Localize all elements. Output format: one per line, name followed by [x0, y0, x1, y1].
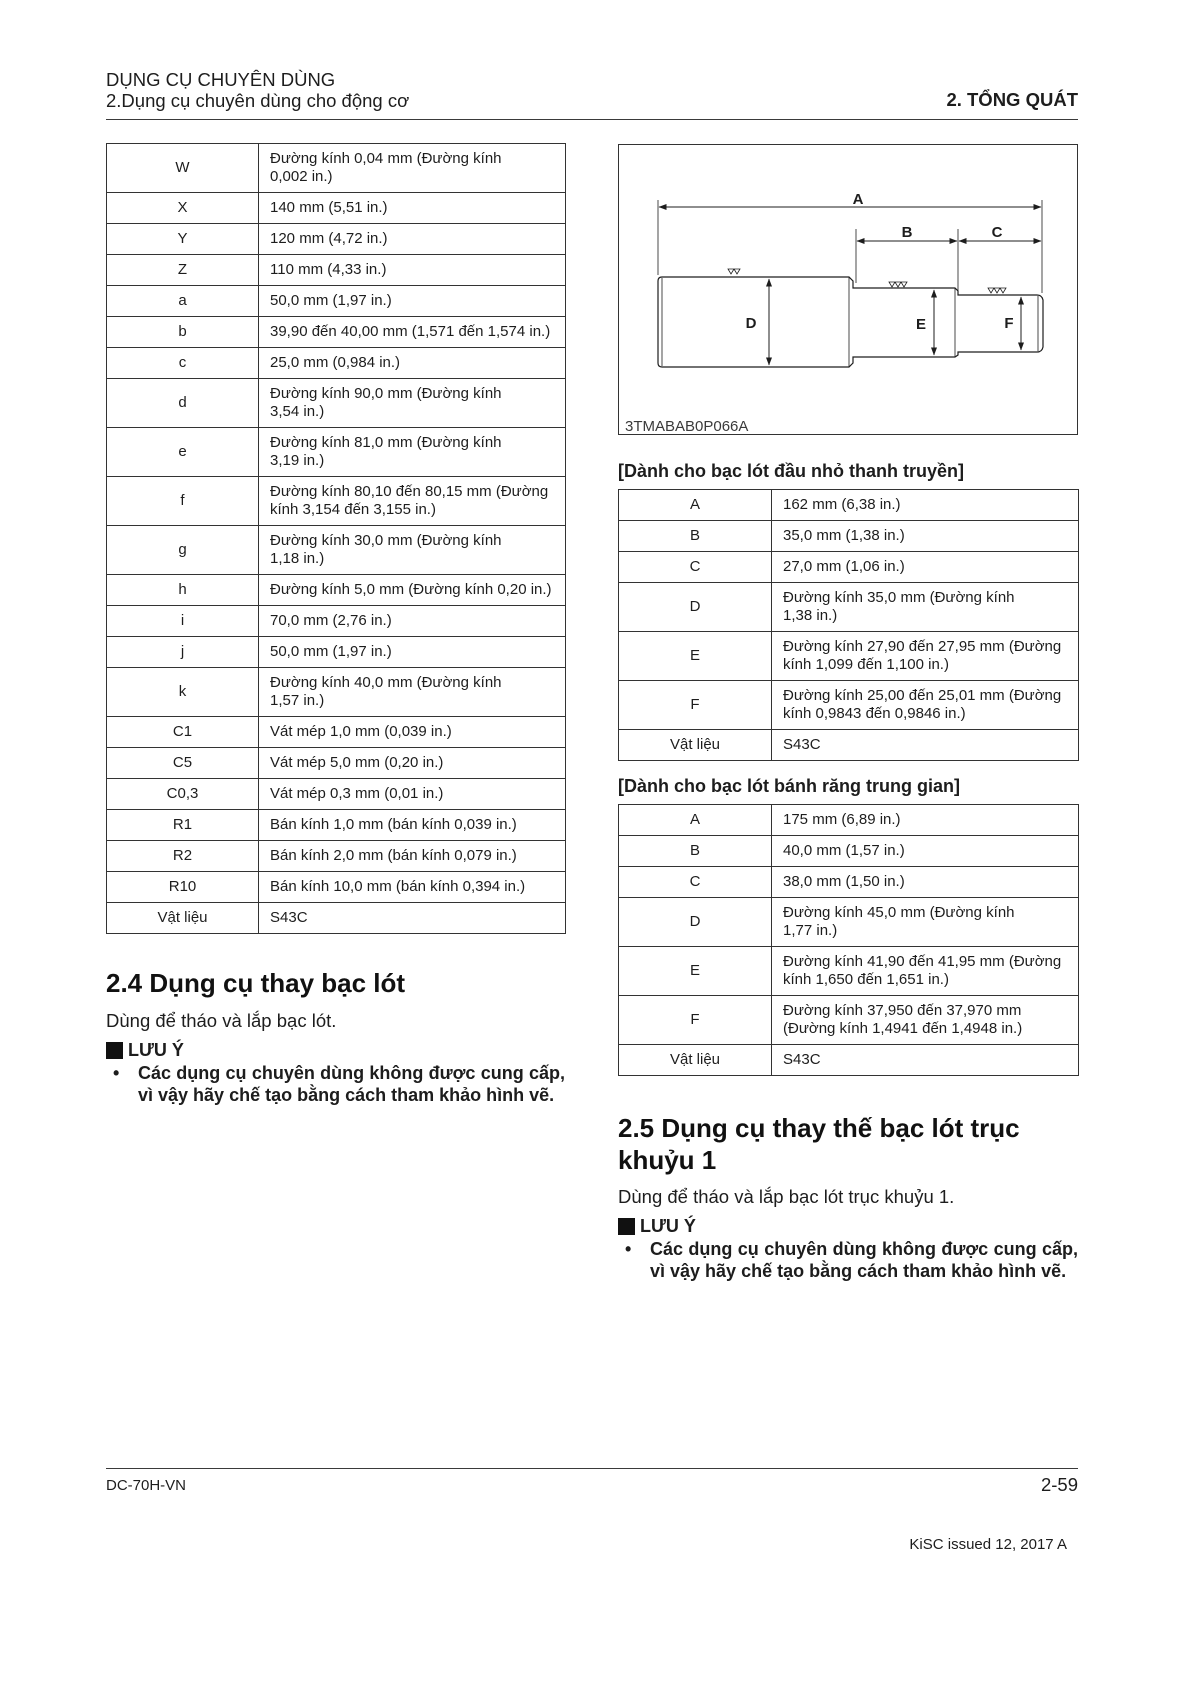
left-table-row	[107, 779, 566, 810]
left-table-label: k	[107, 668, 259, 717]
idle-gear-table-value-cell	[772, 947, 1079, 996]
left-table-row	[107, 348, 566, 379]
left-table-value-cell	[259, 575, 566, 606]
left-table-value-cell	[259, 810, 566, 841]
left-table-value: Đường kính 81,0 mm (Đường kính 3,19 in.)	[270, 434, 502, 469]
idle-gear-table-label: A	[619, 805, 772, 836]
figure-label-d: D	[745, 315, 757, 332]
left-table-row	[107, 903, 566, 934]
left-table-value-cell	[259, 144, 566, 193]
figure-code: 3TMABAB0P066A	[625, 418, 749, 434]
left-table-label: d	[107, 379, 259, 428]
left-table-label: Vật liệu	[107, 903, 259, 934]
idle-gear-table-label: D	[619, 898, 772, 947]
small-end-table-value: 162 mm (6,38 in.)	[783, 496, 901, 513]
left-table-value-cell	[259, 717, 566, 748]
left-table-value: Đường kính 5,0 mm (Đường kính 0,20 in.)	[270, 581, 552, 598]
left-table-value: Vát mép 5,0 mm (0,20 in.)	[270, 754, 444, 771]
small-end-table-label: B	[619, 521, 772, 552]
small-end-table-value: S43C	[783, 736, 821, 753]
bushing-tool-figure	[618, 144, 1078, 435]
left-table-row	[107, 872, 566, 903]
left-table-value-cell	[259, 779, 566, 810]
left-table-value: Đường kính 80,10 đến 80,15 mm (Đường kính 3,154 đến 3,155 in.)	[270, 483, 549, 518]
idle-gear-table-row	[619, 947, 1079, 996]
left-dimension-table-body	[107, 144, 566, 934]
left-table-value-cell	[259, 477, 566, 526]
left-table-label: R10	[107, 872, 259, 903]
small-end-table-label: F	[619, 681, 772, 730]
left-table-value-cell	[259, 428, 566, 477]
small-end-table-row	[619, 552, 1079, 583]
idle-gear-bushing-table	[618, 804, 1079, 1076]
left-table-value-cell	[259, 872, 566, 903]
left-table-value: 39,90 đến 40,00 mm (1,571 đến 1,574 in.)	[270, 323, 551, 340]
left-table-label: W	[107, 144, 259, 193]
left-table-value: 120 mm (4,72 in.)	[270, 230, 388, 247]
left-table-label: a	[107, 286, 259, 317]
shaft-outline	[658, 277, 1043, 367]
note-square-icon	[618, 1218, 635, 1235]
left-table-value-cell	[259, 255, 566, 286]
footer-rule	[106, 1468, 1078, 1469]
small-end-table-row	[619, 490, 1079, 521]
left-table-label: e	[107, 428, 259, 477]
left-table-label: Y	[107, 224, 259, 255]
section-2-5-description: Dùng để tháo và lắp bạc lót trục khuỷu 1.	[618, 1186, 955, 1207]
left-table-value-cell	[259, 637, 566, 668]
left-table-row	[107, 144, 566, 193]
left-table-value: Đường kính 40,0 mm (Đường kính 1,57 in.)	[270, 674, 502, 709]
left-table-value: Đường kính 90,0 mm (Đường kính 3,54 in.)	[270, 385, 502, 420]
idle-gear-table-value: S43C	[783, 1051, 821, 1068]
small-end-table-label: E	[619, 632, 772, 681]
left-table-value: Đường kính 30,0 mm (Đường kính 1,18 in.)	[270, 532, 502, 567]
left-table-row	[107, 841, 566, 872]
section-2-4-heading: 2.4 Dụng cụ thay bạc lót	[106, 968, 406, 998]
left-table-label: h	[107, 575, 259, 606]
left-table-value: Vát mép 0,3 mm (0,01 in.)	[270, 785, 444, 802]
note-item: • Các dụng cụ chuyên dùng không được cung cấp, vì vậy hãy chế tạo bằng cách tham khảo hình vẽ.	[618, 1238, 1078, 1282]
left-table-row	[107, 526, 566, 575]
small-end-table-value: Đường kính 27,90 đến 27,95 mm (Đường kính 1,099 đến 1,100 in.)	[783, 638, 1062, 673]
idle-gear-table-label: C	[619, 867, 772, 898]
left-table-value-cell	[259, 903, 566, 934]
note-item: • Các dụng cụ chuyên dùng không được cung cấp, vì vậy hãy chế tạo bằng cách tham khảo hình vẽ.	[106, 1062, 565, 1106]
left-table-label: C0,3	[107, 779, 259, 810]
left-table-label: j	[107, 637, 259, 668]
left-table-value: Vát mép 1,0 mm (0,039 in.)	[270, 723, 452, 740]
small-end-table-row	[619, 730, 1079, 761]
left-table-value: 50,0 mm (1,97 in.)	[270, 292, 392, 309]
header-rule	[106, 119, 1078, 120]
left-table-row	[107, 575, 566, 606]
left-table-label: C5	[107, 748, 259, 779]
left-table-value-cell	[259, 606, 566, 637]
idle-gear-table-row	[619, 805, 1079, 836]
idle-gear-table-row	[619, 836, 1079, 867]
small-end-table-value: Đường kính 25,00 đến 25,01 mm (Đường kính 0,9843 đến 0,9846 in.)	[783, 687, 1062, 722]
small-end-table-value: Đường kính 35,0 mm (Đường kính 1,38 in.)	[783, 589, 1015, 624]
small-end-table-value-cell	[772, 490, 1079, 521]
section-2-5-note-list	[618, 1238, 1078, 1282]
small-end-table-label: C	[619, 552, 772, 583]
left-table-label: g	[107, 526, 259, 575]
idle-gear-table-value-cell	[772, 996, 1079, 1045]
left-table-row	[107, 255, 566, 286]
idle-gear-bushing-table-body	[619, 805, 1079, 1076]
left-table-label: R2	[107, 841, 259, 872]
small-end-table-label: D	[619, 583, 772, 632]
idle-gear-table-label: E	[619, 947, 772, 996]
left-table-row	[107, 477, 566, 526]
idle-gear-table-value: Đường kính 41,90 đến 41,95 mm (Đường kính 1,650 đến 1,651 in.)	[783, 953, 1062, 988]
left-table-value: 70,0 mm (2,76 in.)	[270, 612, 392, 629]
left-table-value-cell	[259, 224, 566, 255]
surface-finish-icon	[728, 269, 740, 274]
left-table-label: b	[107, 317, 259, 348]
left-table-label: Z	[107, 255, 259, 286]
small-end-table-value-cell	[772, 521, 1079, 552]
small-end-table-value-cell	[772, 583, 1079, 632]
small-end-bushing-table-body	[619, 490, 1079, 761]
left-table-row	[107, 606, 566, 637]
chapter-title: 2. TỔNG QUÁT	[946, 89, 1078, 110]
idle-gear-table-value: 38,0 mm (1,50 in.)	[783, 873, 905, 890]
idle-gear-table-row	[619, 867, 1079, 898]
small-end-table-value: 35,0 mm (1,38 in.)	[783, 527, 905, 544]
left-table-row	[107, 637, 566, 668]
small-end-table-label: Vật liệu	[619, 730, 772, 761]
small-end-bushing-table	[618, 489, 1079, 761]
small-end-table-row	[619, 681, 1079, 730]
left-table-value: 50,0 mm (1,97 in.)	[270, 643, 392, 660]
page-number: 2-59	[1040, 1474, 1078, 1495]
small-end-table-value-cell	[772, 632, 1079, 681]
figure-label-a: A	[852, 191, 864, 208]
small-end-table-label: A	[619, 490, 772, 521]
left-table-value: 110 mm (4,33 in.)	[270, 261, 387, 278]
section-2-5-heading: 2.5 Dụng cụ thay thế bạc lót trục khuỷu 1	[618, 1113, 1020, 1175]
small-end-table-row	[619, 521, 1079, 552]
idle-gear-table-label: Vật liệu	[619, 1045, 772, 1076]
issue-info: KiSC issued 12, 2017 A	[909, 1536, 1067, 1553]
note-label: LƯU Ý	[128, 1040, 184, 1060]
idle-gear-table-label: F	[619, 996, 772, 1045]
left-table-label: i	[107, 606, 259, 637]
idle-gear-table-value: Đường kính 37,950 đến 37,970 mm (Đường kính 1,4941 đến 1,4948 in.)	[783, 1002, 1023, 1037]
idle-gear-bushing-table-title: [Dành cho bạc lót bánh răng trung gian]	[618, 776, 960, 796]
left-table-value-cell	[259, 668, 566, 717]
document-code: DC-70H-VN	[106, 1477, 187, 1494]
left-table-value-cell	[259, 526, 566, 575]
idle-gear-table-value: Đường kính 45,0 mm (Đường kính 1,77 in.)	[783, 904, 1015, 939]
left-table-value-cell	[259, 348, 566, 379]
left-table-row	[107, 717, 566, 748]
idle-gear-table-value-cell	[772, 898, 1079, 947]
left-table-value: Đường kính 0,04 mm (Đường kính 0,002 in.)	[270, 150, 502, 185]
subsection-title: 2.Dụng cụ chuyên dùng cho động cơ	[106, 90, 410, 111]
section-title: DỤNG CỤ CHUYÊN DÙNG	[106, 69, 336, 90]
figure-label-f: F	[1004, 315, 1014, 332]
surface-finish-icon	[889, 282, 907, 287]
left-table-label: C1	[107, 717, 259, 748]
section-2-5-note	[618, 1215, 696, 1237]
small-end-table-value: 27,0 mm (1,06 in.)	[783, 558, 905, 575]
idle-gear-table-value-cell	[772, 867, 1079, 898]
left-table-row	[107, 379, 566, 428]
left-table-row	[107, 810, 566, 841]
left-table-value: 140 mm (5,51 in.)	[270, 199, 388, 216]
small-end-bushing-table-title: [Dành cho bạc lót đầu nhỏ thanh truyền]	[618, 461, 964, 481]
left-table-label: c	[107, 348, 259, 379]
left-table-value-cell	[259, 379, 566, 428]
left-table-label: R1	[107, 810, 259, 841]
left-table-row	[107, 668, 566, 717]
surface-finish-icon	[988, 288, 1006, 293]
left-table-label: f	[107, 477, 259, 526]
idle-gear-table-value: 175 mm (6,89 in.)	[783, 811, 901, 828]
left-table-value-cell	[259, 286, 566, 317]
idle-gear-table-value-cell	[772, 836, 1079, 867]
left-table-row	[107, 748, 566, 779]
idle-gear-table-value-cell	[772, 1045, 1079, 1076]
figure-label-c: C	[991, 224, 1003, 241]
left-table-value: S43C	[270, 909, 308, 926]
section-2-4-note	[106, 1039, 184, 1061]
left-table-value: 25,0 mm (0,984 in.)	[270, 354, 401, 371]
figure-label-b: B	[901, 224, 913, 241]
idle-gear-table-value-cell	[772, 805, 1079, 836]
left-table-row	[107, 317, 566, 348]
left-table-label: X	[107, 193, 259, 224]
section-2-4-note-list	[106, 1062, 565, 1106]
idle-gear-table-value: 40,0 mm (1,57 in.)	[783, 842, 905, 859]
left-table-value-cell	[259, 317, 566, 348]
left-table-value: Bán kính 2,0 mm (bán kính 0,079 in.)	[270, 847, 517, 864]
small-end-table-row	[619, 583, 1079, 632]
small-end-table-value-cell	[772, 552, 1079, 583]
note-square-icon	[106, 1042, 123, 1059]
idle-gear-table-row	[619, 898, 1079, 947]
left-table-row	[107, 193, 566, 224]
bushing-tool-drawing	[619, 145, 1077, 434]
left-table-row	[107, 286, 566, 317]
idle-gear-table-row	[619, 996, 1079, 1045]
note-label: LƯU Ý	[640, 1216, 696, 1236]
small-end-table-value-cell	[772, 681, 1079, 730]
left-table-value: Bán kính 10,0 mm (bán kính 0,394 in.)	[270, 878, 526, 895]
left-table-value-cell	[259, 193, 566, 224]
section-2-4-description: Dùng để tháo và lắp bạc lót.	[106, 1010, 337, 1031]
idle-gear-table-label: B	[619, 836, 772, 867]
left-dimension-table	[106, 143, 566, 934]
figure-label-e: E	[915, 316, 927, 333]
small-end-table-value-cell	[772, 730, 1079, 761]
idle-gear-table-row	[619, 1045, 1079, 1076]
left-table-row	[107, 224, 566, 255]
left-table-row	[107, 428, 566, 477]
left-table-value-cell	[259, 841, 566, 872]
left-table-value: Bán kính 1,0 mm (bán kính 0,039 in.)	[270, 816, 517, 833]
left-table-value-cell	[259, 748, 566, 779]
small-end-table-row	[619, 632, 1079, 681]
